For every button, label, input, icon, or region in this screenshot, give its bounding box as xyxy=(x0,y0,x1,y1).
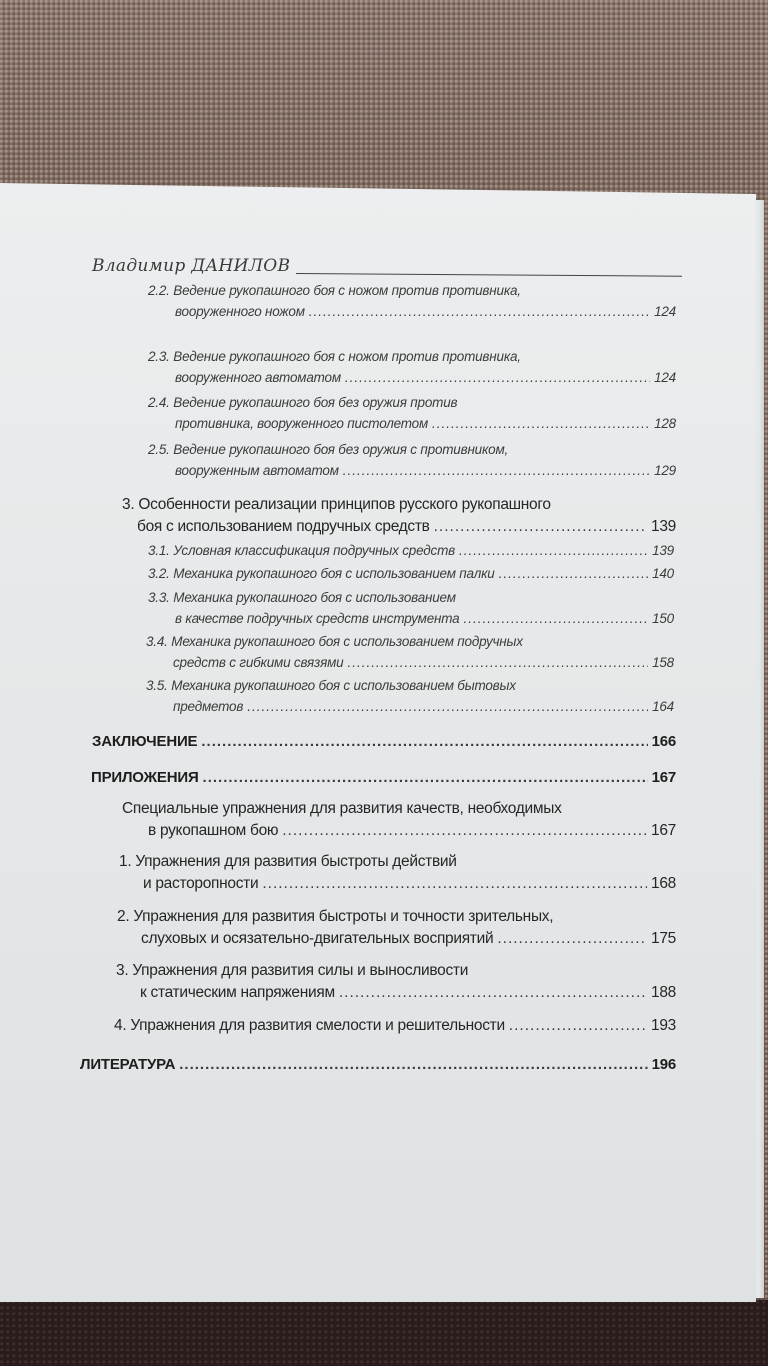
toc-entry-2-5 xyxy=(148,439,676,481)
toc-entry-appendix-4 xyxy=(114,1015,676,1037)
toc-page-number: 129 xyxy=(654,463,676,478)
dot-leader xyxy=(201,731,647,753)
toc-entry-3-3 xyxy=(148,587,674,629)
toc-entry-title: ЛИТЕРАТУРА xyxy=(80,1056,176,1073)
dot-leader xyxy=(497,928,647,950)
toc-page-number: 168 xyxy=(651,875,676,892)
dot-leader xyxy=(463,608,648,629)
toc-entry-title: 3.4. Механика рукопашного боя с использованием подручных xyxy=(146,634,523,649)
toc-entry-title: 3.1. Условная классификация подручных средств xyxy=(148,543,455,558)
toc-entry-title: 3. Особенности реализации принципов русского рукопашного xyxy=(122,496,551,513)
toc-entry-title: ПРИЛОЖЕНИЯ xyxy=(91,769,199,786)
toc-entry-title-cont: вооруженного автоматом xyxy=(175,370,341,385)
dot-leader xyxy=(348,652,649,673)
header-author: Владимир ДАНИЛОВ xyxy=(92,256,291,276)
toc-page-number: 175 xyxy=(651,930,676,947)
dot-leader xyxy=(247,696,648,717)
toc-entry-title: 2.2. Ведение рукопашного боя с ножом против противника, xyxy=(148,283,521,298)
toc-entry-3-1 xyxy=(148,540,674,561)
dot-leader xyxy=(179,1054,647,1076)
dot-leader xyxy=(432,413,650,434)
toc-page-number: 139 xyxy=(652,543,674,558)
toc-entry-title: 2.4. Ведение рукопашного боя без оружия против xyxy=(148,395,458,410)
toc-entry-title-cont: в рукопашном бою xyxy=(148,822,279,839)
toc-entry-title: 3.3. Механика рукопашного боя с использованием xyxy=(148,590,456,605)
toc-page-number: 150 xyxy=(652,611,674,626)
toc-entry-title-cont: противника, вооруженного пистолетом xyxy=(175,416,429,431)
toc-page-number: 188 xyxy=(651,984,676,1001)
toc-page-number: 166 xyxy=(651,733,676,750)
toc-entry-3 xyxy=(122,494,676,538)
toc-entry-title-cont: боя с использованием подручных средств xyxy=(137,518,430,535)
toc-entry-title: 2.3. Ведение рукопашного боя с ножом против противника, xyxy=(148,349,521,364)
toc-entry-appendix-1 xyxy=(119,851,676,895)
toc-entry-2-4 xyxy=(148,392,676,434)
toc-page-number: 167 xyxy=(651,822,676,839)
toc-entry-title: 4. Упражнения для развития смелости и решительности xyxy=(114,1017,505,1034)
dot-leader xyxy=(434,516,647,538)
toc-entry-title-cont: и расторопности xyxy=(143,875,259,892)
toc-entry-literature xyxy=(80,1054,676,1076)
toc-page-number: 158 xyxy=(652,655,674,670)
toc-page-number: 196 xyxy=(651,1056,676,1073)
dot-leader xyxy=(309,301,650,322)
toc-page-number: 139 xyxy=(651,518,676,535)
dot-leader xyxy=(343,460,650,481)
toc-entry-title-cont: к статическим напряжениям xyxy=(140,984,335,1001)
toc-entry-title-cont: предметов xyxy=(173,699,244,714)
toc-entry-title: ЗАКЛЮЧЕНИЕ xyxy=(92,733,198,750)
toc-entry-appendices xyxy=(91,767,676,789)
toc-entry-title-cont: средств с гибкими связями xyxy=(173,655,344,670)
toc-page-number: 124 xyxy=(654,304,676,319)
toc-entry-title: 2. Упражнения для развития быстроты и точности зрительных, xyxy=(117,908,554,925)
toc-entry-appendix-3 xyxy=(116,960,676,1004)
fabric-background-bottom xyxy=(0,1300,768,1366)
dot-leader xyxy=(203,767,648,789)
toc-page-number: 140 xyxy=(652,566,674,581)
toc-entry-title-cont: вооруженным автоматом xyxy=(175,463,339,478)
dot-leader xyxy=(262,873,647,895)
toc-page-number: 124 xyxy=(654,370,676,385)
toc-entry-title: Специальные упражнения для развития качеств, необходимых xyxy=(122,800,562,817)
dot-leader xyxy=(509,1015,647,1037)
toc-entry-3-2 xyxy=(148,563,674,584)
toc-entry-conclusion xyxy=(92,731,676,753)
toc-entry-title: 1. Упражнения для развития быстроты действий xyxy=(119,853,457,870)
toc-entry-2-2 xyxy=(148,280,676,322)
toc-entry-title-cont: слуховых и осязательно-двигательных восприятий xyxy=(141,930,494,947)
toc-entry-title: 3. Упражнения для развития силы и выносливости xyxy=(116,962,469,979)
toc-entry-appendix-2 xyxy=(117,906,676,950)
dot-leader xyxy=(339,982,647,1004)
dot-leader xyxy=(345,367,650,388)
toc-entry-title: 2.5. Ведение рукопашного боя без оружия с противником, xyxy=(148,442,509,457)
toc-page-number: 128 xyxy=(654,416,676,431)
toc-page-number: 193 xyxy=(651,1017,676,1034)
toc-entry-title-cont: в качестве подручных средств инструмента xyxy=(175,611,460,626)
toc-page-number: 164 xyxy=(652,699,674,714)
running-header xyxy=(92,256,682,276)
toc-entry-title: 3.2. Механика рукопашного боя с использованием палки xyxy=(148,566,495,581)
toc-entry-3-4 xyxy=(146,631,674,673)
toc-entry-2-3 xyxy=(148,346,676,388)
dot-leader xyxy=(459,540,648,561)
toc-page-number: 167 xyxy=(651,769,676,786)
dot-leader xyxy=(499,563,648,584)
toc-entry-3-5 xyxy=(146,675,674,717)
toc-entry-special-exercises xyxy=(122,798,676,842)
toc-entry-title-cont: вооруженного ножом xyxy=(175,304,305,319)
dot-leader xyxy=(282,820,647,842)
toc-entry-title: 3.5. Механика рукопашного боя с использованием бытовых xyxy=(146,678,516,693)
